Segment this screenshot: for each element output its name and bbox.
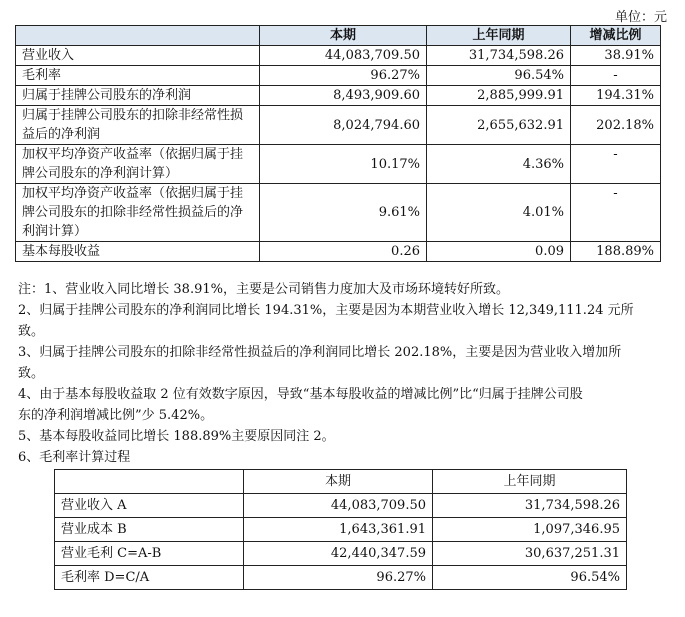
prior-value: 96.54% — [433, 566, 627, 590]
note-line: 东的净利润增减比例”少 5.42%。 — [18, 408, 214, 423]
change-value: - — [571, 145, 661, 184]
prior-value: 4.36% — [427, 145, 571, 184]
note-line: 致。 — [18, 324, 45, 339]
row-label: 加权平均净资产收益率（依据归属于挂牌公司股东的净利润计算） — [16, 145, 260, 184]
note-line: 致。 — [18, 366, 45, 381]
prior-value: 96.54% — [427, 66, 571, 86]
current-value: 96.27% — [244, 566, 433, 590]
table-row — [16, 242, 661, 262]
change-value: - — [571, 184, 661, 242]
current-value: 10.17% — [260, 145, 427, 184]
note-line: 注：1、营业收入同比增长 38.91%，主要是公司销售力度加大及市场环境转好所致。 — [18, 282, 509, 297]
note-line: 5、基本每股收益同比增长 188.89%主要原因同注 2。 — [18, 429, 335, 444]
row-label: 毛利率 — [16, 66, 260, 86]
current-value: 96.27% — [260, 66, 427, 86]
change-value: 194.31% — [571, 86, 661, 106]
note-line: 4、由于基本每股收益取 2 位有效数字原因，导致“基本每股收益的增减比例”比“归属于挂牌公司股 — [18, 387, 583, 402]
row-label: 营业收入 — [16, 46, 260, 66]
table-header-row — [55, 470, 627, 494]
table-row — [16, 86, 661, 106]
current-value: 44,083,709.50 — [260, 46, 427, 66]
table-row — [16, 46, 661, 66]
prior-value: 0.09 — [427, 242, 571, 262]
table-row — [16, 106, 661, 145]
table-header-row — [16, 26, 661, 46]
current-value: 42,440,347.59 — [244, 542, 433, 566]
note-line: 3、归属于挂牌公司股东的扣除非经常性损益后的净利润同比增长 202.18%，主要是因为营业收入增加所 — [18, 345, 622, 360]
table-row — [55, 518, 627, 542]
change-value: 202.18% — [571, 106, 661, 145]
header-prior-period: 上年同期 — [433, 470, 627, 494]
change-value: 38.91% — [571, 46, 661, 66]
current-value: 0.26 — [260, 242, 427, 262]
current-value: 8,493,909.60 — [260, 86, 427, 106]
current-value: 9.61% — [260, 184, 427, 242]
row-label: 归属于挂牌公司股东的扣除非经常性损益后的净利润 — [16, 106, 260, 145]
row-label: 营业成本 B — [55, 518, 244, 542]
table-row — [55, 566, 627, 590]
header-item — [16, 26, 260, 46]
prior-value: 1,097,346.95 — [433, 518, 627, 542]
row-label: 加权平均净资产收益率（依据归属于挂牌公司股东的扣除非经常性损益后的净利润计算） — [16, 184, 260, 242]
row-label: 归属于挂牌公司股东的净利润 — [16, 86, 260, 106]
table-row — [16, 145, 661, 184]
current-value: 8,024,794.60 — [260, 106, 427, 145]
prior-value: 2,885,999.91 — [427, 86, 571, 106]
notes-section — [18, 279, 668, 468]
prior-value: 31,734,598.26 — [433, 494, 627, 518]
table-row — [55, 542, 627, 566]
note-line: 6、毛利率计算过程 — [18, 450, 131, 465]
row-label: 营业收入 A — [55, 494, 244, 518]
current-value: 44,083,709.50 — [244, 494, 433, 518]
prior-value: 31,734,598.26 — [427, 46, 571, 66]
table-row — [16, 66, 661, 86]
header-current-period: 本期 — [260, 26, 427, 46]
row-label: 基本每股收益 — [16, 242, 260, 262]
row-label: 毛利率 D=C/A — [55, 566, 244, 590]
note-line: 2、归属于挂牌公司股东的净利润同比增长 194.31%，主要是因为本期营业收入增长 12,349,111.24 元所 — [18, 303, 634, 318]
prior-value: 2,655,632.91 — [427, 106, 571, 145]
table-row — [16, 184, 661, 242]
header-item — [55, 470, 244, 494]
header-prior-period: 上年同期 — [427, 26, 571, 46]
change-value: 188.89% — [571, 242, 661, 262]
unit-label: 单位：元 — [614, 10, 667, 25]
header-change-ratio: 增减比例 — [571, 26, 661, 46]
gross-margin-table — [54, 469, 627, 590]
change-value: - — [571, 66, 661, 86]
current-value: 1,643,361.91 — [244, 518, 433, 542]
prior-value: 30,637,251.31 — [433, 542, 627, 566]
row-label: 营业毛利 C=A-B — [55, 542, 244, 566]
header-current-period: 本期 — [244, 470, 433, 494]
prior-value: 4.01% — [427, 184, 571, 242]
financial-summary-table — [15, 25, 661, 262]
table-row — [55, 494, 627, 518]
